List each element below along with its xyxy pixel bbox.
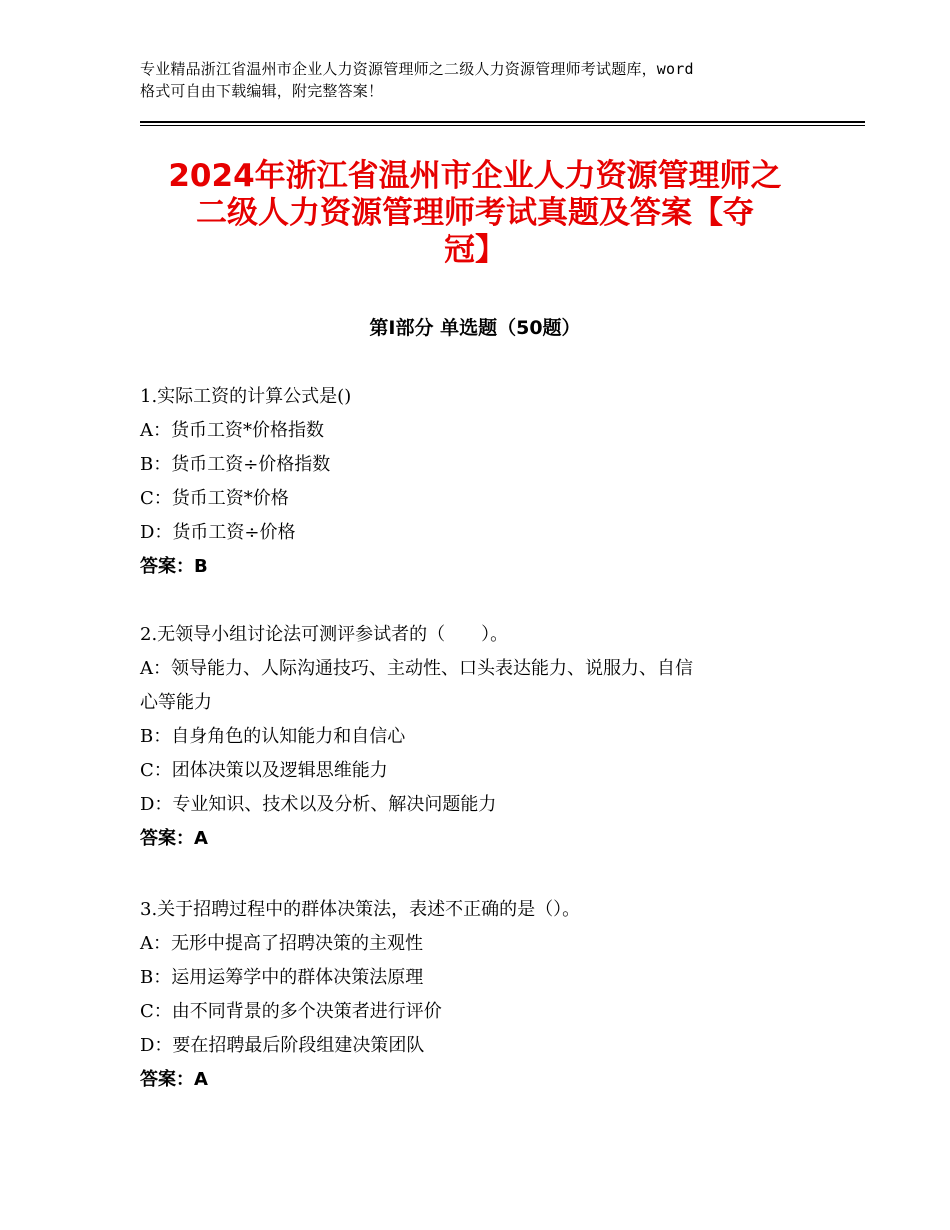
question-option: C：由不同背景的多个决策者进行评价: [140, 1001, 442, 1022]
question-option: B：自身角色的认知能力和自信心: [140, 726, 406, 747]
header-note-line-2: 格式可自由下载编辑，附完整答案！: [140, 82, 384, 100]
question-stem: 2.无领导小组讨论法可测评参试者的（ ）。: [140, 624, 509, 645]
question-answer: 答案：A: [140, 1069, 208, 1090]
question-option: C：团体决策以及逻辑思维能力: [140, 760, 388, 781]
question-option: C：货币工资*价格: [140, 488, 289, 509]
question-option: A：货币工资*价格指数: [140, 420, 324, 441]
question-item: [140, 893, 820, 1097]
document-title-line-2: 二级人力资源管理师考试真题及答案【夺: [196, 195, 754, 231]
header-note-line-1: 专业精品浙江省温州市企业人力资源管理师之二级人力资源管理师考试题库，word: [140, 60, 694, 78]
question-item: [140, 380, 820, 584]
document-title: [110, 158, 840, 269]
question-stem: 1.实际工资的计算公式是(): [140, 386, 352, 407]
document-title-line-1: 2024年浙江省温州市企业人力资源管理师之: [168, 158, 782, 194]
section-heading: 第Ⅰ部分 单选题（50题）: [369, 317, 581, 339]
question-option: D：要在招聘最后阶段组建决策团队: [140, 1035, 425, 1056]
header-divider-thin: [140, 125, 865, 126]
question-option: B：货币工资÷价格指数: [140, 454, 331, 475]
question-item: [140, 618, 820, 856]
header-divider-thick: [140, 121, 865, 123]
question-option: A：领导能力、人际沟通技巧、主动性、口头表达能力、说服力、自信: [140, 658, 693, 679]
question-answer: 答案：A: [140, 828, 208, 849]
question-answer: 答案：B: [140, 556, 208, 577]
question-option: D：货币工资÷价格: [140, 522, 296, 543]
question-stem: 3.关于招聘过程中的群体决策法，表述不正确的是（）。: [140, 899, 581, 920]
question-option: B：运用运筹学中的群体决策法原理: [140, 967, 424, 988]
question-option: D：专业知识、技术以及分析、解决问题能力: [140, 794, 497, 815]
document-title-line-3: 冠】: [444, 232, 506, 268]
header-note: [140, 58, 830, 102]
question-option: A：无形中提高了招聘决策的主观性: [140, 933, 423, 954]
question-option-continuation: 心等能力: [140, 692, 212, 713]
